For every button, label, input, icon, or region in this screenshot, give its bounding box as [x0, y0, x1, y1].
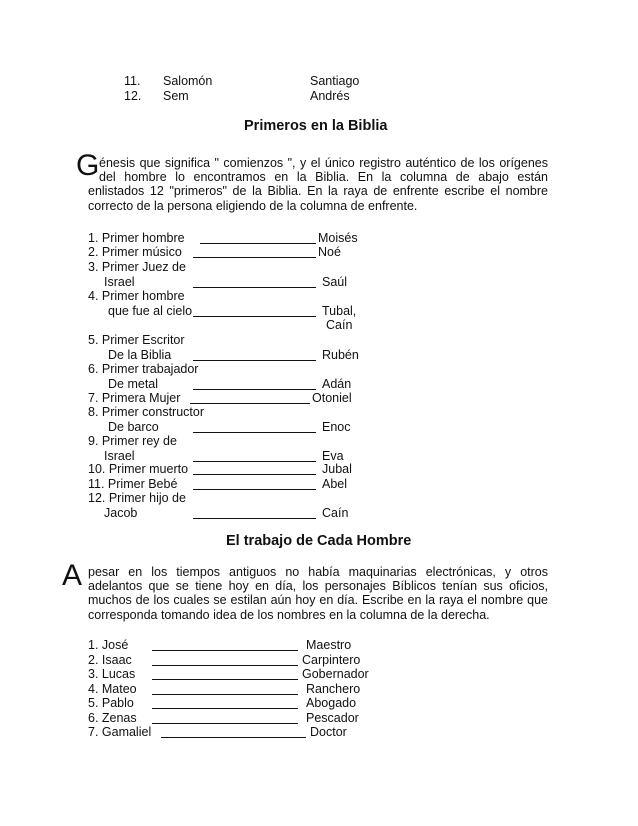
item-label: 6. Primer trabajador — [88, 362, 199, 376]
occupation-option: Pescador — [306, 710, 359, 725]
intro-paragraph-body: muchos de los cuales se estilan aún hoy en día. Escribe en la raya el nombre que corresponda tomando idea de los nombres en la columna de la derecha. — [88, 593, 548, 622]
item-label: 7. Primera Mujer — [88, 391, 181, 405]
answer-option: Rubén — [322, 347, 359, 362]
answer-blank[interactable] — [152, 650, 298, 651]
answer-option: Eva — [322, 448, 344, 463]
item-label: 11. Primer Bebé — [88, 477, 178, 491]
occupation-option: Carpintero — [302, 652, 361, 667]
prev-item-name: Salomón — [163, 74, 213, 88]
intro-paragraph-line: pesar en los tiempos antiguos no había maquinarias electrónicas, y otros — [88, 565, 548, 579]
biblical-name: 4. Mateo — [88, 681, 137, 696]
answer-blank[interactable] — [190, 403, 310, 404]
intro-paragraph-line: adelantos que se tiene hoy en día, los personajes Bíblicos tenían sus oficios, — [88, 579, 548, 593]
item-label: que fue al cielo — [108, 303, 193, 318]
biblical-name: 5. Pablo — [88, 696, 134, 710]
answer-blank[interactable] — [152, 723, 298, 724]
item-label: De metal — [108, 376, 159, 391]
item-label: 5. Primer Escritor — [88, 333, 185, 347]
answer-blank[interactable] — [152, 708, 298, 709]
biblical-name: 6. Zenas — [88, 710, 137, 725]
item-label: 12. Primer hijo de — [88, 491, 186, 505]
item-label: De la Biblia — [108, 347, 172, 362]
prev-item-num: 12. — [124, 89, 142, 103]
item-label: Israel — [104, 448, 135, 463]
biblical-name: 7. Gamaliel — [88, 725, 152, 739]
occupation-option: Doctor — [310, 725, 347, 739]
item-label: 1. Primer hombre — [88, 231, 185, 245]
dropcap-a: A — [62, 559, 83, 592]
answer-blank[interactable] — [193, 389, 316, 390]
item-label: Israel — [104, 274, 135, 289]
answer-blank[interactable] — [193, 518, 316, 519]
biblical-name: 2. Isaac — [88, 652, 132, 667]
prev-item-match: Andrés — [310, 89, 350, 103]
item-label: De barco — [108, 419, 159, 434]
answer-blank[interactable] — [193, 287, 316, 288]
occupation-option: Ranchero — [306, 681, 361, 696]
biblical-name: 3. Lucas — [88, 667, 136, 681]
intro-paragraph-line: del hombre lo encontramos en la Biblia. En la columna de abajo están — [99, 170, 548, 184]
intro-paragraph-line: énesis que significa " comienzos ", y el único registro auténtico de los orígenes — [99, 156, 548, 170]
item-label: 8. Primer constructor — [88, 405, 205, 419]
occupation-option: Gobernador — [302, 667, 369, 681]
item-label: 2. Primer músico — [88, 245, 182, 259]
prev-item-match: Santiago — [310, 74, 360, 88]
biblical-name: 1. José — [88, 638, 129, 652]
item-label: Jacob — [104, 505, 138, 520]
answer-option: Jubal — [322, 462, 352, 476]
answer-blank[interactable] — [161, 737, 306, 738]
answer-blank[interactable] — [193, 474, 316, 475]
item-label: 10. Primer muerto — [88, 462, 189, 476]
answer-blank[interactable] — [152, 694, 298, 695]
prev-item-num: 11. — [124, 74, 141, 88]
answer-option: Noé — [318, 245, 341, 259]
section-title-primeros: Primeros en la Biblia — [244, 118, 388, 134]
answer-blank[interactable] — [200, 243, 316, 244]
occupation-option: Abogado — [306, 696, 357, 710]
answer-option: Caín — [326, 318, 353, 332]
section-title-trabajo: El trabajo de Cada Hombre — [226, 533, 412, 549]
answer-blank[interactable] — [193, 316, 316, 317]
answer-option: Moisés — [318, 231, 358, 245]
answer-blank[interactable] — [152, 679, 298, 680]
dropcap-g: G — [76, 149, 100, 182]
answer-blank[interactable] — [193, 461, 316, 462]
answer-option: Adán — [322, 376, 352, 391]
item-label: 4. Primer hombre — [88, 289, 185, 303]
occupation-option: Maestro — [306, 638, 352, 652]
answer-option: Otoniel — [312, 391, 352, 405]
answer-blank[interactable] — [193, 360, 316, 361]
item-label: 3. Primer Juez de — [88, 260, 186, 274]
prev-item-name: Sem — [163, 89, 189, 103]
answer-blank[interactable] — [193, 257, 316, 258]
answer-option: Caín — [322, 505, 349, 520]
answer-option: Saúl — [322, 274, 348, 289]
answer-blank[interactable] — [193, 432, 316, 433]
answer-option: Abel — [322, 477, 348, 491]
answer-option: Tubal, — [322, 303, 357, 318]
answer-blank[interactable] — [193, 489, 316, 490]
intro-paragraph-body: enlistados 12 "primeros" de la Biblia. En la raya de enfrente escribe el nombre correcto de la persona eligiendo de la columna de enfrente. — [88, 184, 548, 213]
answer-option: Enoc — [322, 419, 351, 434]
answer-blank[interactable] — [152, 665, 298, 666]
item-label: 9. Primer rey de — [88, 434, 177, 448]
